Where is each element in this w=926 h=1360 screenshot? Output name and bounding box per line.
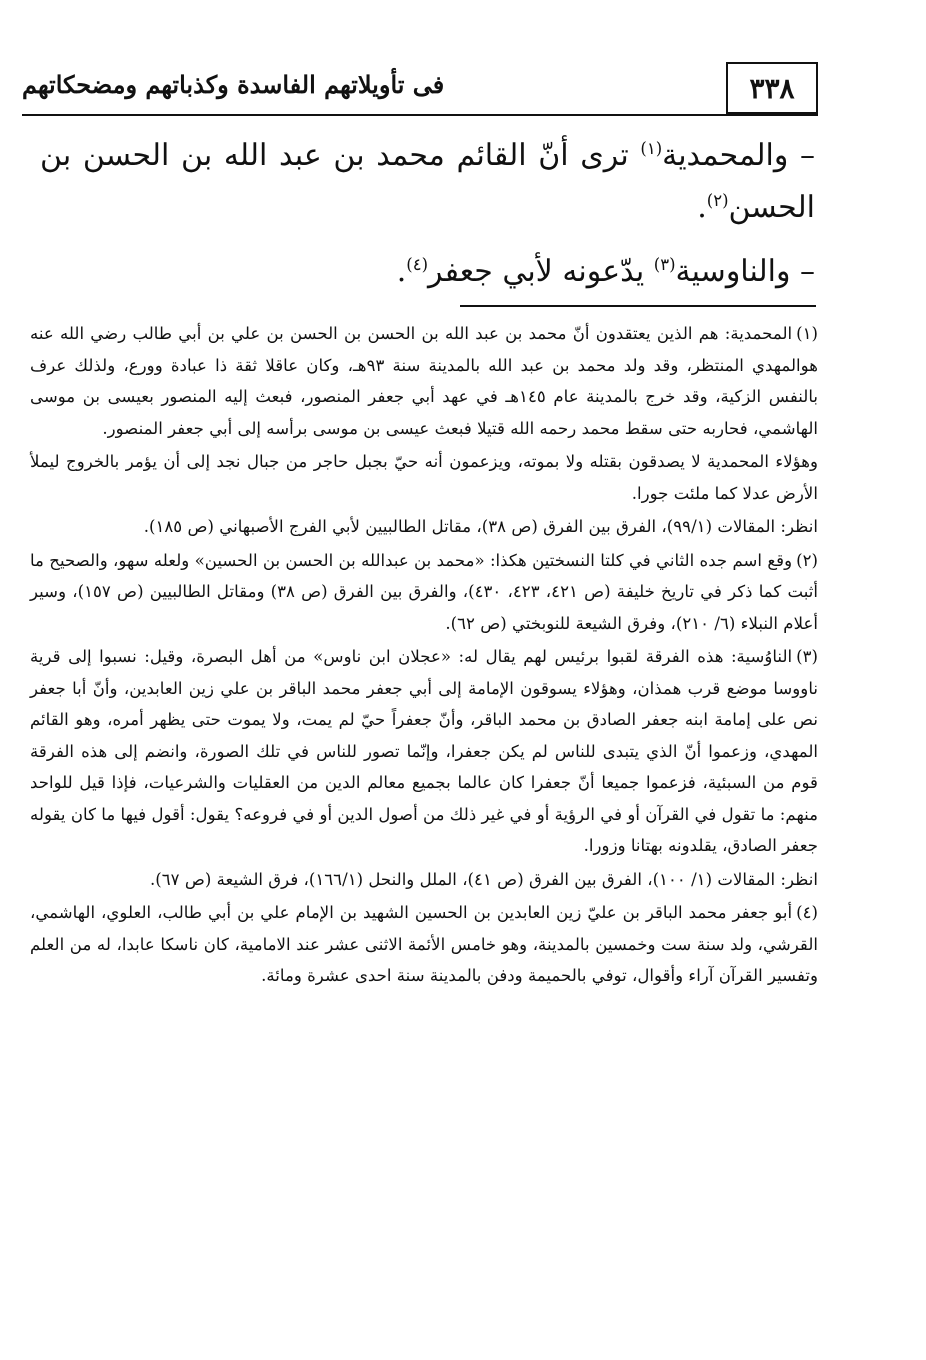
paragraph-lead: – والناوسية <box>675 254 815 289</box>
running-title: فى تأويلاتهم الفاسدة وكذباتهم ومضحكاتهم <box>22 70 445 99</box>
footnote-divider <box>460 305 816 307</box>
footnotes <box>30 318 818 994</box>
footnote-text: الناوُسية: هذه الفرقة لقبوا برئيس لهم يقال له: «عجلان ابن ناوس» من أهل البصرة، وقيل: نسبوا إلى قرية ناووسا موضع قرب همذان، وهؤلاء يسوقون الإمامة إلى أبي جعفر محمد الباقر بن علي زين العابدين، وأنّ أبا جعفر نص على إمامة ابنه جعفر الصادق بن محمد الباقر، وأنّ جعفراً حيّ لم يمت، ولا يموت حتى يظهر أمره، وهو القائم المهدي، وزعموا أنّ الذي يتبدى للناس لم يكن جعفرا، وإنّما تصور للناس في تلك الصورة، وانضم إلى هذه الفرقة قوم من السبئية، فزعموا جميعا أنّ جعفرا كان عالما بجميع معالم الدين من العقليات والشرعيات، فإذا قيل للواحد منهم: ما تقول في القرآن أو في الرؤية أو في غير ذلك من أصول الدين أو في فروعه؟ يقول: أقول فيها ما كان يقوله جعفر الصادق، يقلدونه بهتانا وزورا. <box>30 647 818 855</box>
footnote-2 <box>30 545 818 640</box>
footnote-3 <box>30 641 818 895</box>
footnote-extra: وهؤلاء المحمدية لا يصدقون بقتله ولا بموته، ويزعمون أنه حيّ بجبل حاجر من جبال نجد إلى أن يؤمر بالخروج ليملأ الأرض عدلا كما ملئت جورا. <box>30 452 818 503</box>
footnote-label: (٤) <box>796 903 818 922</box>
main-text <box>40 130 815 310</box>
footnote-source: انظر: المقالات (٩٩/١)، الفرق بين الفرق (ص ٣٨)، مقاتل الطالبيين لأبي الفرج الأصبهاني (ص ١٨٥). <box>143 517 818 536</box>
footnote-label: (٢) <box>796 550 818 570</box>
page-header <box>22 62 818 116</box>
paragraph-end: . <box>396 254 407 289</box>
main-paragraph-muhammadiyya <box>40 130 815 234</box>
footnote-label: (١) <box>796 324 818 343</box>
main-paragraph-nawusiyya <box>40 246 815 298</box>
paragraph-text: يدّعونه لأبي جعفر <box>428 254 654 289</box>
footnote-text: وقع اسم جده الثاني في كلتا النسختين هكذا: «محمد بن عبدالله بن الحسن بن الحسين» ولعله سهو، والصحيح ما أثبت كما ذكر في تاريخ خليفة (ص ٤٢١، ٤٢٣، ٤٣٠)، والفرق بين الفرق (ص ٣٨) ومقاتل الطالبيين (ص ١٥٧)، وسير أعلام النبلاء (٦/ ٢١٠)، وفرق الشيعة للنوبختي (ص ٦٢). <box>30 550 818 633</box>
footnote-source: انظر: المقالات (١/ ١٠٠)، الفرق بين الفرق (ص ٤١)، الملل والنحل (١٦٦/١)، فرق الشيعة (ص ٦٧). <box>149 869 818 889</box>
footnote-ref-3[interactable]: (٣) <box>653 255 676 274</box>
paragraph-end: . <box>697 190 707 225</box>
footnote-1 <box>30 318 818 543</box>
footnote-text: أبو جعفر محمد الباقر بن عليّ زين العابدين بن الحسين الشهيد بن الإمام علي بن أبي طالب، العلوي، الهاشمي، القرشي، ولد سنة ست وخمسين بالمدينة، وهو خامس الأئمة الاثنى عشر عند الامامية، كان ناسكا عابدا، له من العلم وتفسير القرآن آراء وأقوال، توفي بالحميمة ودفن بالمدينة سنة احدى عشرة ومائة. <box>30 903 818 985</box>
paragraph-text: ترى أنّ القائم محمد بن عبد الله بن الحسن بن الحسن <box>40 138 815 225</box>
footnote-ref-1[interactable]: (١) <box>640 139 663 158</box>
footnote-ref-2[interactable]: (٢) <box>706 191 729 210</box>
paragraph-lead: – والمحمدية <box>662 138 816 173</box>
page-number: ٣٣٨ <box>726 62 818 114</box>
footnote-ref-4[interactable]: (٤) <box>406 255 429 274</box>
footnote-label: (٣) <box>796 647 818 666</box>
footnote-4 <box>30 897 818 992</box>
footnote-text: المحمدية: هم الذين يعتقدون أنّ محمد بن عبد الله بن الحسن بن الحسن بن علي بن أبي طالب رضي الله عنه هوالمهدي المنتظر، وقد ولد محمد بن عبد الله بالمدينة سنة ٩٣هـ، وكان عاقلا ثقة ذا عبادة وورع، ولذلك عرف بالنفس الزكية، وقد خرج بالمدينة عام ١٤٥هـ في عهد أبي جعفر المنصور، فبعث إليه المنصور بعيسى بن موسى الهاشمي، فحاربه حتى سقط محمد رحمه الله قتيلا فبعث عيسى بن موسى برأسه إلى أبي جعفر المنصور. <box>30 324 819 438</box>
